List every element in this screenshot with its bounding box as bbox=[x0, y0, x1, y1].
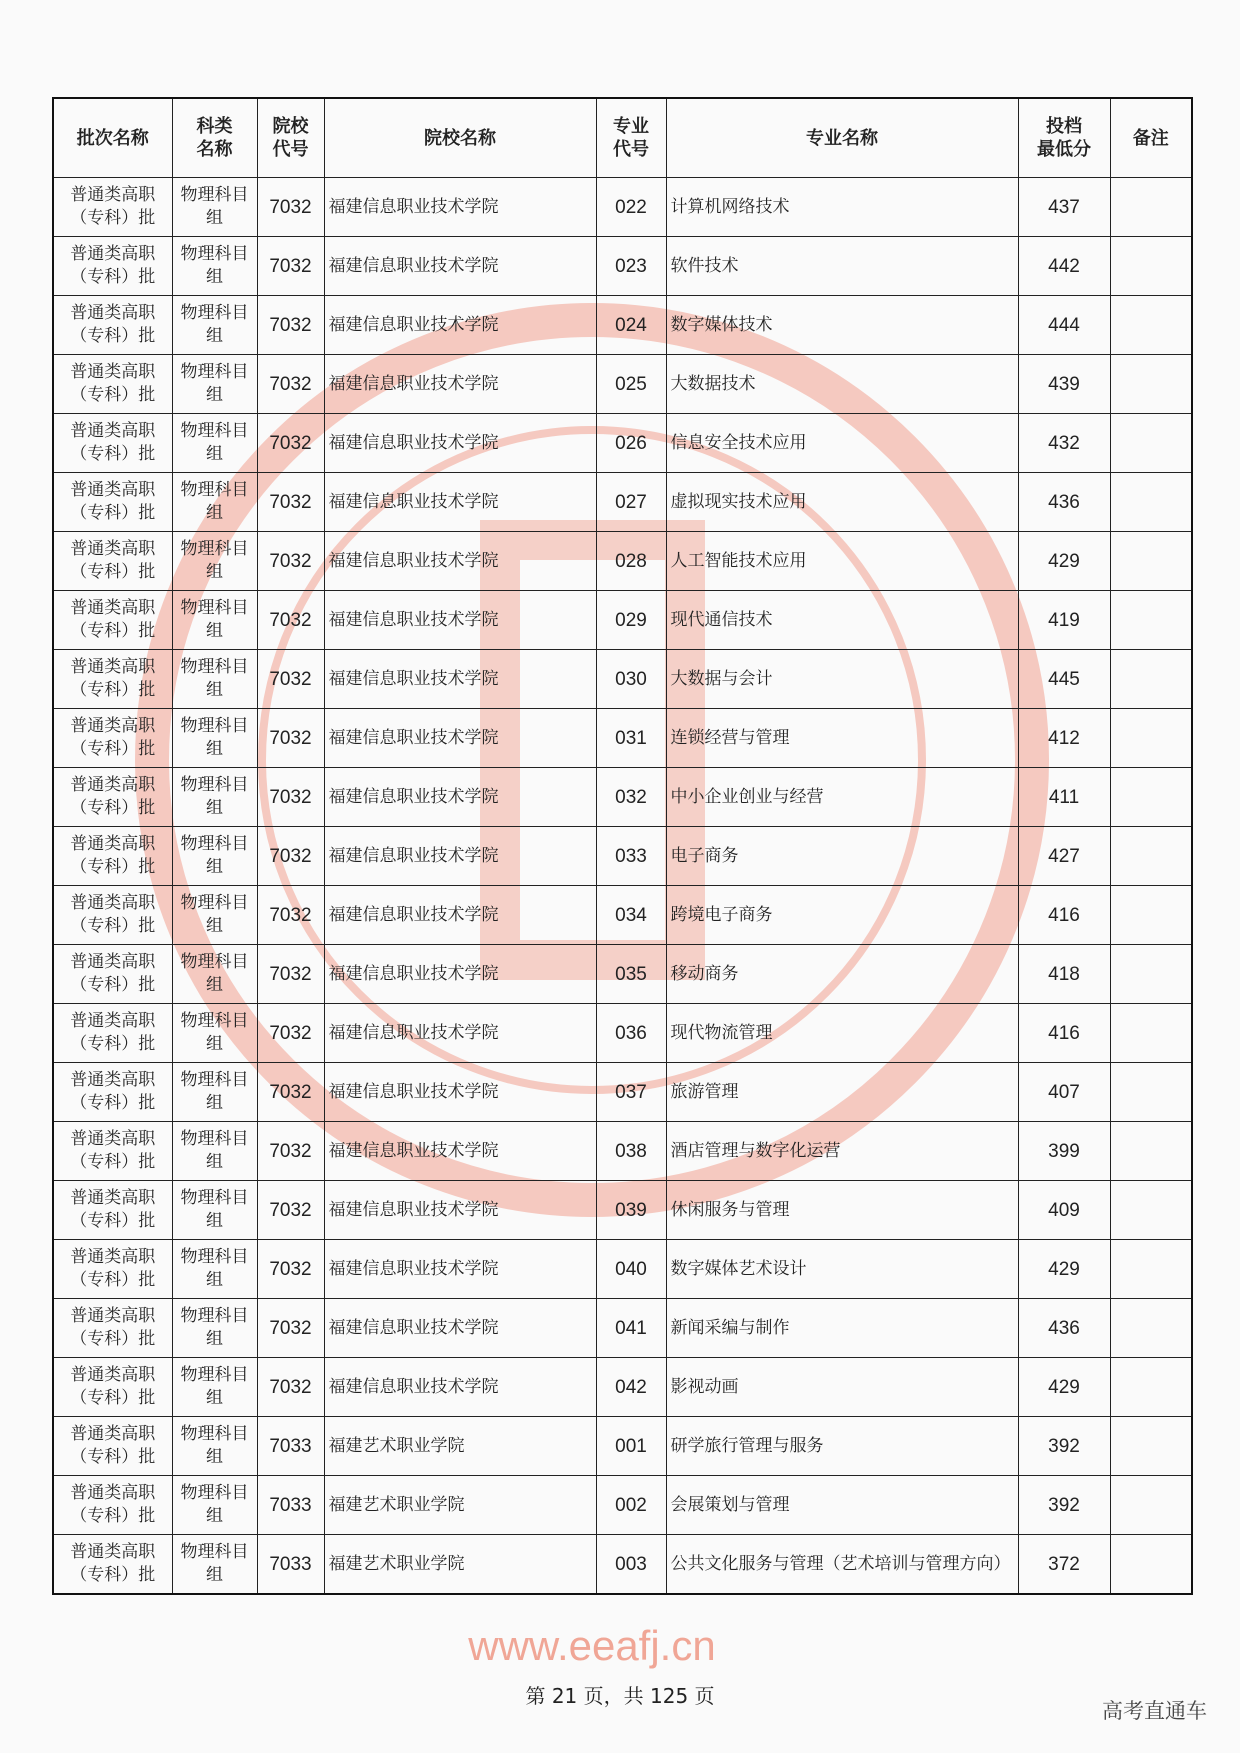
table-row bbox=[53, 1122, 1192, 1181]
school-code-cell: 7032 bbox=[257, 827, 324, 886]
column-header: 投档 最低分 bbox=[1018, 98, 1110, 178]
subject-group-cell: 物理科目组 bbox=[172, 296, 257, 355]
batch-name-cell: 普通类高职（专科）批 bbox=[53, 709, 172, 768]
major-code-cell: 003 bbox=[596, 1535, 666, 1595]
table-row bbox=[53, 827, 1192, 886]
min-score-cell: 429 bbox=[1018, 532, 1110, 591]
major-name-cell: 现代通信技术 bbox=[666, 591, 1018, 650]
major-code-cell: 034 bbox=[596, 886, 666, 945]
column-header: 科类 名称 bbox=[172, 98, 257, 178]
major-name-cell: 电子商务 bbox=[666, 827, 1018, 886]
major-code-cell: 033 bbox=[596, 827, 666, 886]
remark-cell bbox=[1110, 355, 1192, 414]
subject-group-cell: 物理科目组 bbox=[172, 945, 257, 1004]
table-row bbox=[53, 1358, 1192, 1417]
batch-name-cell: 普通类高职（专科）批 bbox=[53, 650, 172, 709]
major-code-cell: 029 bbox=[596, 591, 666, 650]
school-name-cell: 福建信息职业技术学院 bbox=[324, 709, 596, 768]
batch-name-cell: 普通类高职（专科）批 bbox=[53, 1122, 172, 1181]
major-name-cell: 数字媒体技术 bbox=[666, 296, 1018, 355]
school-code-cell: 7032 bbox=[257, 1004, 324, 1063]
admission-table bbox=[52, 97, 1193, 1595]
table-row bbox=[53, 1181, 1192, 1240]
batch-name-cell: 普通类高职（专科）批 bbox=[53, 945, 172, 1004]
remark-cell bbox=[1110, 650, 1192, 709]
min-score-cell: 445 bbox=[1018, 650, 1110, 709]
table-row bbox=[53, 473, 1192, 532]
remark-cell bbox=[1110, 1476, 1192, 1535]
major-name-cell: 计算机网络技术 bbox=[666, 178, 1018, 237]
remark-cell bbox=[1110, 1358, 1192, 1417]
table-header-row bbox=[53, 98, 1192, 178]
batch-name-cell: 普通类高职（专科）批 bbox=[53, 1417, 172, 1476]
major-code-cell: 028 bbox=[596, 532, 666, 591]
subject-group-cell: 物理科目组 bbox=[172, 1417, 257, 1476]
remark-cell bbox=[1110, 768, 1192, 827]
school-code-cell: 7032 bbox=[257, 532, 324, 591]
remark-cell bbox=[1110, 237, 1192, 296]
min-score-cell: 399 bbox=[1018, 1122, 1110, 1181]
batch-name-cell: 普通类高职（专科）批 bbox=[53, 178, 172, 237]
school-name-cell: 福建信息职业技术学院 bbox=[324, 768, 596, 827]
batch-name-cell: 普通类高职（专科）批 bbox=[53, 1240, 172, 1299]
remark-cell bbox=[1110, 886, 1192, 945]
major-name-cell: 虚拟现实技术应用 bbox=[666, 473, 1018, 532]
school-name-cell: 福建信息职业技术学院 bbox=[324, 1063, 596, 1122]
subject-group-cell: 物理科目组 bbox=[172, 414, 257, 473]
school-code-cell: 7032 bbox=[257, 178, 324, 237]
school-code-cell: 7032 bbox=[257, 591, 324, 650]
column-header: 院校 代号 bbox=[257, 98, 324, 178]
school-code-cell: 7032 bbox=[257, 945, 324, 1004]
school-name-cell: 福建信息职业技术学院 bbox=[324, 1004, 596, 1063]
school-name-cell: 福建信息职业技术学院 bbox=[324, 473, 596, 532]
min-score-cell: 429 bbox=[1018, 1240, 1110, 1299]
brand-label: 高考直通车 bbox=[1102, 1699, 1207, 1723]
table-row bbox=[53, 709, 1192, 768]
table-row bbox=[53, 1476, 1192, 1535]
table-row bbox=[53, 945, 1192, 1004]
subject-group-cell: 物理科目组 bbox=[172, 709, 257, 768]
remark-cell bbox=[1110, 1063, 1192, 1122]
min-score-cell: 437 bbox=[1018, 178, 1110, 237]
school-code-cell: 7032 bbox=[257, 1240, 324, 1299]
batch-name-cell: 普通类高职（专科）批 bbox=[53, 237, 172, 296]
batch-name-cell: 普通类高职（专科）批 bbox=[53, 1535, 172, 1595]
major-code-cell: 030 bbox=[596, 650, 666, 709]
min-score-cell: 418 bbox=[1018, 945, 1110, 1004]
batch-name-cell: 普通类高职（专科）批 bbox=[53, 768, 172, 827]
min-score-cell: 444 bbox=[1018, 296, 1110, 355]
school-name-cell: 福建信息职业技术学院 bbox=[324, 355, 596, 414]
subject-group-cell: 物理科目组 bbox=[172, 1063, 257, 1122]
min-score-cell: 416 bbox=[1018, 1004, 1110, 1063]
subject-group-cell: 物理科目组 bbox=[172, 1476, 257, 1535]
table-row bbox=[53, 1299, 1192, 1358]
min-score-cell: 429 bbox=[1018, 1358, 1110, 1417]
remark-cell bbox=[1110, 1240, 1192, 1299]
school-name-cell: 福建信息职业技术学院 bbox=[324, 945, 596, 1004]
school-code-cell: 7033 bbox=[257, 1535, 324, 1595]
min-score-cell: 432 bbox=[1018, 414, 1110, 473]
school-name-cell: 福建信息职业技术学院 bbox=[324, 178, 596, 237]
min-score-cell: 442 bbox=[1018, 237, 1110, 296]
major-code-cell: 026 bbox=[596, 414, 666, 473]
major-code-cell: 002 bbox=[596, 1476, 666, 1535]
major-name-cell: 研学旅行管理与服务 bbox=[666, 1417, 1018, 1476]
table-row bbox=[53, 1417, 1192, 1476]
major-name-cell: 旅游管理 bbox=[666, 1063, 1018, 1122]
major-name-cell: 影视动画 bbox=[666, 1358, 1018, 1417]
school-name-cell: 福建信息职业技术学院 bbox=[324, 827, 596, 886]
batch-name-cell: 普通类高职（专科）批 bbox=[53, 473, 172, 532]
batch-name-cell: 普通类高职（专科）批 bbox=[53, 1358, 172, 1417]
subject-group-cell: 物理科目组 bbox=[172, 591, 257, 650]
min-score-cell: 436 bbox=[1018, 1299, 1110, 1358]
major-code-cell: 040 bbox=[596, 1240, 666, 1299]
major-name-cell: 公共文化服务与管理（艺术培训与管理方向） bbox=[666, 1535, 1018, 1595]
major-code-cell: 024 bbox=[596, 296, 666, 355]
remark-cell bbox=[1110, 532, 1192, 591]
major-name-cell: 数字媒体艺术设计 bbox=[666, 1240, 1018, 1299]
major-code-cell: 023 bbox=[596, 237, 666, 296]
school-code-cell: 7032 bbox=[257, 1181, 324, 1240]
school-name-cell: 福建信息职业技术学院 bbox=[324, 886, 596, 945]
major-name-cell: 会展策划与管理 bbox=[666, 1476, 1018, 1535]
batch-name-cell: 普通类高职（专科）批 bbox=[53, 532, 172, 591]
school-name-cell: 福建信息职业技术学院 bbox=[324, 414, 596, 473]
major-name-cell: 休闲服务与管理 bbox=[666, 1181, 1018, 1240]
subject-group-cell: 物理科目组 bbox=[172, 1240, 257, 1299]
table-row bbox=[53, 886, 1192, 945]
school-code-cell: 7032 bbox=[257, 473, 324, 532]
major-name-cell: 新闻采编与制作 bbox=[666, 1299, 1018, 1358]
subject-group-cell: 物理科目组 bbox=[172, 1181, 257, 1240]
table-row bbox=[53, 296, 1192, 355]
school-name-cell: 福建信息职业技术学院 bbox=[324, 650, 596, 709]
batch-name-cell: 普通类高职（专科）批 bbox=[53, 886, 172, 945]
remark-cell bbox=[1110, 1004, 1192, 1063]
school-name-cell: 福建信息职业技术学院 bbox=[324, 1181, 596, 1240]
page-number: 第 21 页，共 125 页 bbox=[525, 1684, 715, 1708]
table-row bbox=[53, 178, 1192, 237]
school-name-cell: 福建艺术职业学院 bbox=[324, 1535, 596, 1595]
major-code-cell: 041 bbox=[596, 1299, 666, 1358]
remark-cell bbox=[1110, 1417, 1192, 1476]
school-code-cell: 7032 bbox=[257, 886, 324, 945]
subject-group-cell: 物理科目组 bbox=[172, 650, 257, 709]
min-score-cell: 412 bbox=[1018, 709, 1110, 768]
table-row bbox=[53, 1240, 1192, 1299]
min-score-cell: 409 bbox=[1018, 1181, 1110, 1240]
remark-cell bbox=[1110, 296, 1192, 355]
batch-name-cell: 普通类高职（专科）批 bbox=[53, 1299, 172, 1358]
subject-group-cell: 物理科目组 bbox=[172, 532, 257, 591]
major-name-cell: 大数据技术 bbox=[666, 355, 1018, 414]
major-name-cell: 酒店管理与数字化运营 bbox=[666, 1122, 1018, 1181]
major-name-cell: 跨境电子商务 bbox=[666, 886, 1018, 945]
min-score-cell: 436 bbox=[1018, 473, 1110, 532]
table-row bbox=[53, 650, 1192, 709]
min-score-cell: 427 bbox=[1018, 827, 1110, 886]
major-name-cell: 连锁经营与管理 bbox=[666, 709, 1018, 768]
major-code-cell: 032 bbox=[596, 768, 666, 827]
column-header: 专业名称 bbox=[666, 98, 1018, 178]
table-row bbox=[53, 768, 1192, 827]
batch-name-cell: 普通类高职（专科）批 bbox=[53, 1476, 172, 1535]
subject-group-cell: 物理科目组 bbox=[172, 1122, 257, 1181]
school-code-cell: 7033 bbox=[257, 1476, 324, 1535]
table-row bbox=[53, 414, 1192, 473]
subject-group-cell: 物理科目组 bbox=[172, 237, 257, 296]
min-score-cell: 416 bbox=[1018, 886, 1110, 945]
subject-group-cell: 物理科目组 bbox=[172, 768, 257, 827]
school-name-cell: 福建信息职业技术学院 bbox=[324, 237, 596, 296]
remark-cell bbox=[1110, 827, 1192, 886]
remark-cell bbox=[1110, 591, 1192, 650]
school-code-cell: 7032 bbox=[257, 768, 324, 827]
school-code-cell: 7032 bbox=[257, 296, 324, 355]
batch-name-cell: 普通类高职（专科）批 bbox=[53, 827, 172, 886]
batch-name-cell: 普通类高职（专科）批 bbox=[53, 1004, 172, 1063]
batch-name-cell: 普通类高职（专科）批 bbox=[53, 355, 172, 414]
major-name-cell: 人工智能技术应用 bbox=[666, 532, 1018, 591]
school-code-cell: 7032 bbox=[257, 1122, 324, 1181]
major-code-cell: 042 bbox=[596, 1358, 666, 1417]
school-name-cell: 福建艺术职业学院 bbox=[324, 1417, 596, 1476]
school-name-cell: 福建信息职业技术学院 bbox=[324, 1299, 596, 1358]
remark-cell bbox=[1110, 1122, 1192, 1181]
remark-cell bbox=[1110, 414, 1192, 473]
major-name-cell: 信息安全技术应用 bbox=[666, 414, 1018, 473]
min-score-cell: 411 bbox=[1018, 768, 1110, 827]
school-code-cell: 7033 bbox=[257, 1417, 324, 1476]
major-code-cell: 001 bbox=[596, 1417, 666, 1476]
column-header: 院校名称 bbox=[324, 98, 596, 178]
subject-group-cell: 物理科目组 bbox=[172, 178, 257, 237]
school-name-cell: 福建信息职业技术学院 bbox=[324, 591, 596, 650]
remark-cell bbox=[1110, 709, 1192, 768]
min-score-cell: 407 bbox=[1018, 1063, 1110, 1122]
school-name-cell: 福建艺术职业学院 bbox=[324, 1476, 596, 1535]
table-row bbox=[53, 591, 1192, 650]
remark-cell bbox=[1110, 945, 1192, 1004]
remark-cell bbox=[1110, 473, 1192, 532]
major-name-cell: 中小企业创业与经营 bbox=[666, 768, 1018, 827]
school-code-cell: 7032 bbox=[257, 1063, 324, 1122]
subject-group-cell: 物理科目组 bbox=[172, 355, 257, 414]
remark-cell bbox=[1110, 1181, 1192, 1240]
watermark-url: www.eeafj.cn bbox=[468, 1622, 716, 1669]
school-code-cell: 7032 bbox=[257, 1358, 324, 1417]
school-name-cell: 福建信息职业技术学院 bbox=[324, 532, 596, 591]
school-name-cell: 福建信息职业技术学院 bbox=[324, 296, 596, 355]
major-name-cell: 大数据与会计 bbox=[666, 650, 1018, 709]
major-name-cell: 现代物流管理 bbox=[666, 1004, 1018, 1063]
school-code-cell: 7032 bbox=[257, 709, 324, 768]
school-code-cell: 7032 bbox=[257, 650, 324, 709]
column-header: 批次名称 bbox=[53, 98, 172, 178]
table-row bbox=[53, 1535, 1192, 1595]
major-code-cell: 025 bbox=[596, 355, 666, 414]
major-code-cell: 027 bbox=[596, 473, 666, 532]
major-name-cell: 软件技术 bbox=[666, 237, 1018, 296]
column-header: 备注 bbox=[1110, 98, 1192, 178]
major-code-cell: 035 bbox=[596, 945, 666, 1004]
school-name-cell: 福建信息职业技术学院 bbox=[324, 1122, 596, 1181]
school-code-cell: 7032 bbox=[257, 355, 324, 414]
min-score-cell: 392 bbox=[1018, 1417, 1110, 1476]
min-score-cell: 419 bbox=[1018, 591, 1110, 650]
subject-group-cell: 物理科目组 bbox=[172, 827, 257, 886]
major-code-cell: 031 bbox=[596, 709, 666, 768]
batch-name-cell: 普通类高职（专科）批 bbox=[53, 296, 172, 355]
major-code-cell: 039 bbox=[596, 1181, 666, 1240]
remark-cell bbox=[1110, 178, 1192, 237]
min-score-cell: 372 bbox=[1018, 1535, 1110, 1595]
major-code-cell: 038 bbox=[596, 1122, 666, 1181]
batch-name-cell: 普通类高职（专科）批 bbox=[53, 591, 172, 650]
subject-group-cell: 物理科目组 bbox=[172, 886, 257, 945]
batch-name-cell: 普通类高职（专科）批 bbox=[53, 1181, 172, 1240]
table-row bbox=[53, 1063, 1192, 1122]
school-code-cell: 7032 bbox=[257, 237, 324, 296]
school-name-cell: 福建信息职业技术学院 bbox=[324, 1358, 596, 1417]
remark-cell bbox=[1110, 1535, 1192, 1595]
subject-group-cell: 物理科目组 bbox=[172, 1358, 257, 1417]
subject-group-cell: 物理科目组 bbox=[172, 473, 257, 532]
school-code-cell: 7032 bbox=[257, 1299, 324, 1358]
table-row bbox=[53, 355, 1192, 414]
major-code-cell: 022 bbox=[596, 178, 666, 237]
batch-name-cell: 普通类高职（专科）批 bbox=[53, 1063, 172, 1122]
subject-group-cell: 物理科目组 bbox=[172, 1535, 257, 1595]
table-row bbox=[53, 532, 1192, 591]
table-row bbox=[53, 1004, 1192, 1063]
batch-name-cell: 普通类高职（专科）批 bbox=[53, 414, 172, 473]
table-row bbox=[53, 237, 1192, 296]
remark-cell bbox=[1110, 1299, 1192, 1358]
subject-group-cell: 物理科目组 bbox=[172, 1004, 257, 1063]
min-score-cell: 392 bbox=[1018, 1476, 1110, 1535]
subject-group-cell: 物理科目组 bbox=[172, 1299, 257, 1358]
major-code-cell: 036 bbox=[596, 1004, 666, 1063]
min-score-cell: 439 bbox=[1018, 355, 1110, 414]
school-name-cell: 福建信息职业技术学院 bbox=[324, 1240, 596, 1299]
major-name-cell: 移动商务 bbox=[666, 945, 1018, 1004]
column-header: 专业 代号 bbox=[596, 98, 666, 178]
school-code-cell: 7032 bbox=[257, 414, 324, 473]
major-code-cell: 037 bbox=[596, 1063, 666, 1122]
